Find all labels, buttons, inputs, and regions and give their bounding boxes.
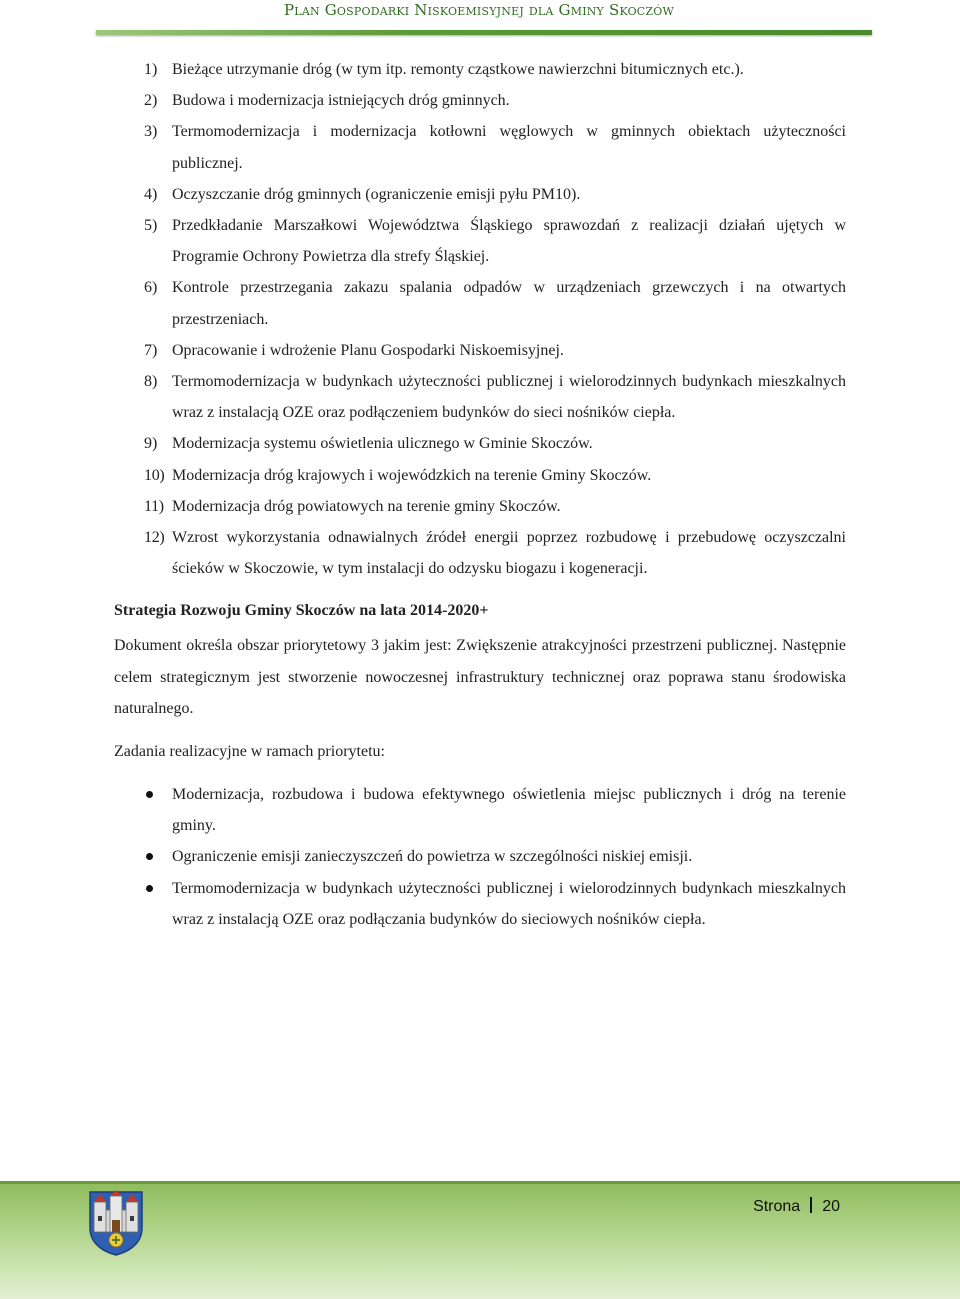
list-item-text: Przedkładanie Marszałkowi Województwa Śląskiego sprawozdań z realizacji działań ujętych w Programie Ochrony Powietrza dla strefy Śląskiej. — [172, 217, 846, 266]
list-item — [114, 522, 846, 584]
list-item-number: 2) — [144, 92, 158, 110]
skoczow-coat-of-arms-icon — [88, 1190, 144, 1256]
page-separator — [810, 1197, 812, 1213]
list-item — [114, 366, 846, 428]
list-item-text: Oczyszczanie dróg gminnych (ograniczenie emisji pyłu PM10). — [172, 185, 581, 203]
list-item-text: Modernizacja systemu oświetlenia ulicznego w Gminie Skoczów. — [172, 435, 593, 453]
tasks-intro: Zadania realizacyjne w ramach priorytetu: — [114, 743, 385, 761]
list-item-text: Modernizacja dróg krajowych i wojewódzkich na terenie Gminy Skoczów. — [172, 466, 652, 484]
list-item-number: 9) — [144, 435, 158, 453]
list-item-number: 3) — [144, 123, 158, 141]
list-item — [114, 54, 846, 85]
list-item-text: Bieżące utrzymanie dróg (w tym itp. remonty cząstkowe nawierzchni bitumicznych etc.). — [172, 61, 744, 78]
page-number — [753, 1197, 840, 1216]
section-paragraph: Dokument określa obszar priorytetowy 3 jakim jest: Zwiększenie atrakcyjności przestrzeni publicznej. Następnie celem strategicznym jest stworzenie nowoczesnej infrastruktury technicznej oraz poprawa stanu środowiska naturalnego. — [114, 637, 846, 717]
footer-band-edge — [0, 1181, 960, 1184]
list-item-number: 10) — [144, 466, 165, 484]
page-label: Strona — [753, 1198, 801, 1215]
list-item — [114, 428, 846, 459]
list-item-text: Opracowanie i wdrożenie Planu Gospodarki Niskoemisyjnej. — [172, 341, 564, 359]
list-item — [114, 460, 846, 491]
bullet-icon — [146, 853, 153, 860]
section-heading: Strategia Rozwoju Gminy Skoczów na lata 2014-2020+ — [114, 602, 489, 620]
bullet-item — [114, 841, 846, 872]
list-item — [114, 116, 846, 178]
list-item-text: Termomodernizacja w budynkach użyteczności publicznej i wielorodzinnych budynkach mieszkalnych wraz z instalacją OZE oraz podłączeniem budynków do sieci nośników ciepła. — [172, 373, 846, 422]
task-list — [114, 54, 846, 584]
page-header-title: Plan Gospodarki Niskoemisyjnej dla Gminy Skoczów — [284, 1, 674, 19]
list-item-number: 6) — [144, 279, 158, 297]
list-item — [114, 210, 846, 272]
bullet-item — [114, 873, 846, 935]
list-item-text: Wzrost wykorzystania odnawialnych źródeł energii poprzez rozbudowę i przebudowę oczyszczalni ścieków w Skoczowie, w tym instalacji do odzysku biogazu i kogeneracji. — [172, 529, 846, 578]
list-item — [114, 85, 846, 116]
list-item-number: 12) — [144, 529, 165, 547]
bullet-icon — [146, 791, 153, 798]
bullet-text: Termomodernizacja w budynkach użyteczności publicznej i wielorodzinnych budynkach mieszkalnych wraz z instalacją OZE oraz podłączania budynków do sieciowych nośników ciepła. — [172, 879, 846, 928]
header-rule — [96, 30, 872, 35]
bullet-item — [114, 779, 846, 841]
list-item-number: 5) — [144, 217, 158, 235]
list-item-number: 7) — [144, 341, 158, 359]
bullet-text: Ograniczenie emisji zanieczyszczeń do powietrza w szczególności niskiej emisji. — [172, 848, 693, 866]
list-item — [114, 491, 846, 522]
list-item-text: Modernizacja dróg powiatowych na terenie gminy Skoczów. — [172, 497, 561, 515]
bullet-icon — [146, 885, 153, 892]
page-number-value: 20 — [822, 1198, 840, 1215]
bullet-text: Modernizacja, rozbudowa i budowa efektywnego oświetlenia miejsc publicznych i dróg na terenie gminy. — [172, 786, 846, 835]
document-body — [114, 54, 846, 935]
list-item-text: Termomodernizacja i modernizacja kotłowni węglowych w gminnych obiektach użyteczności publicznej. — [172, 123, 846, 172]
list-item — [114, 335, 846, 366]
list-item — [114, 179, 846, 210]
list-item-text: Budowa i modernizacja istniejących dróg gminnych. — [172, 92, 510, 110]
list-item-number: 4) — [144, 185, 158, 203]
list-item-number: 11) — [144, 497, 164, 515]
bullet-list — [114, 779, 846, 935]
list-item-number: 1) — [144, 61, 158, 78]
list-item-text: Kontrole przestrzegania zakazu spalania odpadów w urządzeniach grzewczych i na otwartych przestrzeniach. — [172, 279, 846, 328]
list-item-number: 8) — [144, 373, 158, 391]
list-item — [114, 272, 846, 334]
